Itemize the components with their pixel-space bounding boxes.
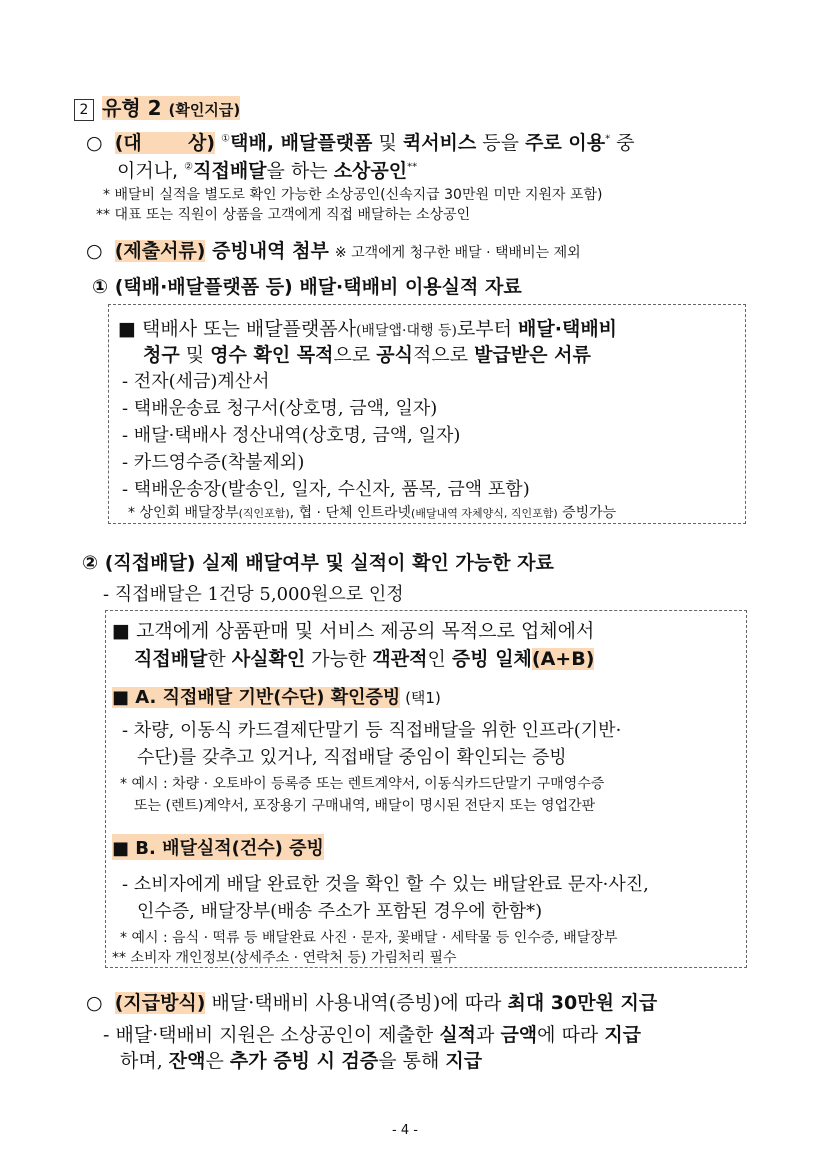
item1-box-line-1: ■ 택배사 또는 배달플랫폼사(배달앱·대행 등)로부터 배달·택배비 (118, 318, 618, 340)
section-title: 유형 2 (확인지급) (102, 96, 241, 120)
pay-line-1: ○ (지급방식) 배달·택배비 사용내역(증빙)에 따라 최대 30만원 지급 (86, 992, 658, 1014)
item1-list-item: - 택배운송장(발송인, 일자, 수신자, 품목, 금액 포함) (122, 479, 530, 500)
item1-note: * 상인회 배달장부(직인포함), 협 · 단체 인트라넷(배달내역 자체양식, 직인포함) 증빙가능 (128, 505, 617, 521)
target-note-1: * 배달비 실적을 별도로 확인 가능한 소상공인(신속지급 30만원 미만 지원자 포함) (103, 187, 603, 203)
docs-line: ○ (제출서류) 증빙내역 첨부 ※ 고객에게 청구한 배달 · 택배비는 제외 (86, 240, 581, 262)
item2-a-note-2: 또는 (렌트)계약서, 포장용기 구매내역, 배달이 명시된 전단지 또는 영업간판 (134, 798, 596, 814)
item1-list-item: - 택배운송료 청구서(상호명, 금액, 일자) (122, 398, 438, 419)
item1-list-item: - 전자(세금)계산서 (122, 371, 270, 392)
target-line-2: 이거나, ②직접배달을 하는 소상공인** (117, 160, 418, 182)
item2-a-line-1: - 차량, 이동식 카드결제단말기 등 직접배달을 위한 인프라(기반· (122, 720, 622, 741)
item1-list-item: - 카드영수증(착불제외) (122, 452, 305, 473)
item2-b-line-2: 인수증, 배달장부(배송 주소가 포함된 경우에 한함*) (137, 901, 543, 922)
item2-a-line-2: 수단)를 갖추고 있거나, 직접배달 중임이 확인되는 증빙 (137, 747, 567, 768)
item2-b-heading: ■ B. 배달실적(건수) 증빙 (112, 834, 324, 860)
item2-box-line-1: ■ 고객에게 상품판매 및 서비스 제공의 목적으로 업체에서 (112, 620, 595, 642)
item2-a-note-1: * 예시 : 차량 · 오토바이 등록증 또는 렌트계약서, 이동식카드단말기 구매영수증 (120, 776, 605, 792)
item2-a-heading: ■ A. 직접배달 기반(수단) 확인증빙 (택1) (112, 687, 441, 708)
section-number-box: 2 (74, 99, 94, 121)
pay-line-3: 하며, 잔액은 추가 증빙 시 검증을 통해 지급 (120, 1050, 483, 1072)
target-note-2: ** 대표 또는 직원이 상품을 고객에게 직접 배달하는 소상공인 (96, 207, 471, 223)
item2-b-note-1: * 예시 : 음식 · 떡류 등 배달완료 사진 · 문자, 꽃배달 · 세탁물 등 인수증, 배달장부 (120, 930, 618, 946)
section-heading (74, 92, 240, 121)
item2-box-line-2: 직접배달한 사실확인 가능한 객관적인 증빙 일체(A+B) (134, 648, 595, 670)
item1-list-item: - 배달·택배사 정산내역(상호명, 금액, 일자) (122, 425, 461, 446)
target-line-1: ○ (대 상) ①택배, 배달플랫폼 및 퀵서비스 등을 주로 이용* 중 (86, 132, 635, 154)
item2-b-note-2: ** 소비자 개인정보(상세주소 · 연락처 등) 가림처리 필수 (112, 950, 457, 966)
item2-sub: - 직접배달은 1건당 5,000원으로 인정 (103, 584, 404, 605)
pay-line-2: - 배달·택배비 지원은 소상공인이 제출한 실적과 금액에 따라 지급 (103, 1024, 642, 1046)
item2-b-line-1: - 소비자에게 배달 완료한 것을 확인 할 수 있는 배달완료 문자·사진, (122, 874, 649, 895)
page-number: - 4 - (392, 1123, 418, 1138)
item2-heading: ② (직접배달) 실제 배달여부 및 실적이 확인 가능한 자료 (82, 552, 554, 574)
item1-heading: ① (택배·배달플랫폼 등) 배달·택배비 이용실적 자료 (92, 276, 522, 298)
item1-box-line-2: 청구 및 영수 확인 목적으로 공식적으로 발급받은 서류 (143, 344, 591, 366)
